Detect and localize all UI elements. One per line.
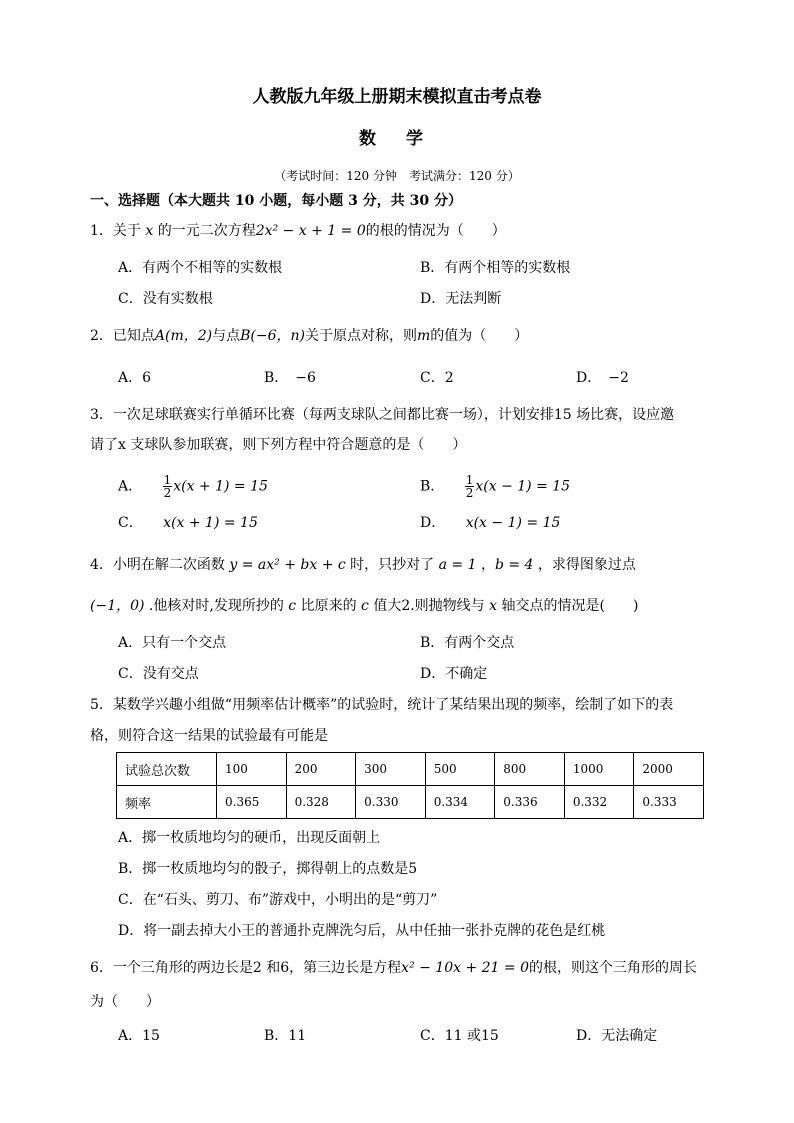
table-cell: 200 [286,753,356,786]
question-5-line-2: 格，则符合这一结果的试验最有可能是 [90,728,328,744]
q3-option-b-equation: x(x − 1) = 15 [475,478,571,495]
table-cell: 0.336 [495,786,565,819]
q4-point: (−1，0) [90,598,145,614]
question-3-line-1: 3．一次足球联赛实行单循环比赛（每两支球队之间都比赛一场），计划安排15 场比赛，设应邀 [90,407,675,423]
q3-option-c [118,514,258,532]
table-cell: 300 [356,753,426,786]
question-4-line-1: 4．小明在解二次函数 y = ax² + bx + c 时，只抄对了 a = 1 ，b = 4 ，求得图象过点 [90,557,636,573]
fraction-one-half: $\frac{1}{2}$ [163,473,172,500]
table-cell: 0.334 [425,786,495,819]
question-6-line-2: 为（ ） [90,994,160,1010]
q1-text-post: 的根的情况为（ ） [365,223,506,239]
q5-option-b: B．掷一枚质地均匀的骰子，掷得朝上的点数是5 [118,861,418,877]
table-cell: 500 [425,753,495,786]
q3-option-d-label: D． [420,515,446,531]
question-1 [90,222,506,240]
q2-text-mid: 与点 [212,328,241,344]
table-cell: 0.365 [217,786,287,819]
q1-text-mid: 的一元二次方程 [153,223,256,239]
q2-option-a: A．6 [118,370,152,386]
q4-option-a: A．只有一个交点 [118,635,227,651]
table-cell: 1000 [564,753,634,786]
q4-option-c: C．没有交点 [118,666,199,682]
question-4-line-2: (−1，0) .他核对时,发现所抄的 c 比原来的 c 值大2.则抛物线与 x 轴交点的情况是( ) [90,598,639,614]
table-cell: 0.328 [286,786,356,819]
table-cell: 0.330 [356,786,426,819]
q6-equation: x² − 10x + 21 = 0 [401,960,530,976]
q4-function: y = ax² + bx + c [229,557,346,573]
q3-option-a [118,474,268,499]
q5-option-d: D．将一副去掉大小王的普通扑克牌洗匀后，从中任抽一张扑克牌的花色是红桃 [118,923,606,939]
q4-option-b: B．有两个交点 [420,635,515,651]
q5-option-c: C．在“石头、剪刀、布”游戏中，小明出的是“剪刀” [118,892,438,908]
q2-option-c: C．2 [420,370,454,386]
q3-option-b [420,474,570,499]
q3-option-c-label: C． [118,515,143,531]
exam-title: 人教版九年级上册期末模拟直击考点卷 [252,87,542,107]
table-cell: 2000 [634,753,704,786]
question-5-line-1: 5．某数学兴趣小组做“用频率估计概率”的试验时，统计了某结果出现的频率，绘制了如下的表 [90,697,674,713]
table-cell: 0.333 [634,786,704,819]
q3-option-c-equation: x(x + 1) = 15 [163,515,258,531]
q6-option-a: A．15 [118,1028,160,1044]
q2-option-b: B． −6 [264,370,316,386]
q2-point-a: A(m，2) [154,328,213,344]
table-cell: 0.332 [564,786,634,819]
q2-point-b: B(−6，n) [240,328,306,344]
q3-option-b-label: B． [420,478,445,495]
q1-option-a: A．有两个不相等的实数根 [118,260,283,276]
q2-option-d: D． −2 [576,370,629,386]
table-row [117,786,704,819]
q5-option-a: A．掷一枚质地均匀的硬币，出现反面朝上 [118,830,381,846]
q1-option-b: B．有两个相等的实数根 [420,260,571,276]
q2-text-pre: 2．已知点 [90,328,155,344]
table-cell: 100 [217,753,287,786]
q3-option-d-equation: x(x − 1) = 15 [465,515,561,531]
q3-option-a-label: A． [118,478,143,495]
question-2 [90,327,528,345]
question-6-line-1: 6．一个三角形的两边长是2 和6，第三边长是方程x² − 10x + 21 = 0的根，则这个三角形的周长 [90,960,698,976]
fraction-one-half: $\frac{1}{2}$ [465,473,474,500]
section-heading: 一、选择题（本大题共 10 小题，每小题 3 分，共 30 分） [90,193,462,209]
subject-title: 数 学 [359,129,435,149]
q1-option-d: D．无法判断 [420,291,502,307]
table-header-cell: 试验总次数 [117,753,217,786]
q1-text-pre: 1．关于 [90,223,146,239]
q6-option-d: D．无法确定 [576,1028,658,1044]
table-row [117,753,704,786]
frequency-table [116,752,704,819]
q6-option-c: C．11 或15 [420,1028,499,1044]
q2-var: m [417,328,431,344]
q2-text-mid2: 关于原点对称，则 [305,328,418,344]
exam-info: （考试时间：120 分钟 考试满分：120 分） [274,169,520,183]
question-3-line-2: 请了x 支球队参加联赛，则下列方程中符合题意的是（ ） [90,437,467,453]
q2-text-post: 的值为（ ） [430,328,529,344]
q3-option-a-equation: x(x + 1) = 15 [173,478,268,495]
q1-var: x [145,223,154,239]
q6-option-b: B．11 [264,1028,307,1044]
q1-option-c: C．没有实数根 [118,291,213,307]
table-cell: 800 [495,753,565,786]
table-header-cell: 频率 [117,786,217,819]
q3-option-d [420,514,560,532]
q1-equation: 2x² − x + 1 = 0 [255,223,366,239]
q4-option-d: D．不确定 [420,666,488,682]
